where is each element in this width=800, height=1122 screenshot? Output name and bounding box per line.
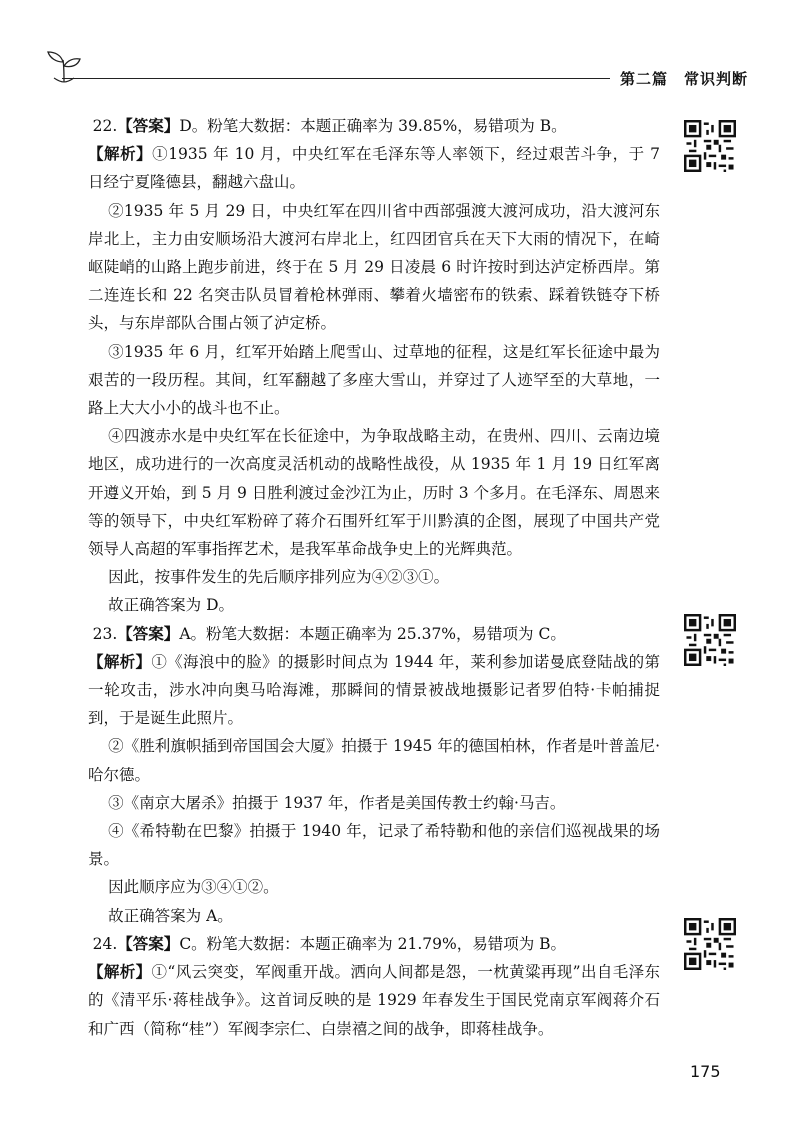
explanation-paragraph: 故正确答案为 D。 xyxy=(108,596,234,615)
paragraph-text: ①《海浪中的脸》的摄影时间点为 1944 年，莱利参加诺曼底登陆战的第一轮攻击，涉水冲向奥马哈海滩，那瞬间的情景被战地摄影记者罗伯特·卡帕捕捉到，于是诞生此照片。 xyxy=(88,652,660,728)
explanation-paragraph xyxy=(88,648,660,733)
explanation-paragraph: ②1935 年 5 月 29 日，中央红军在四川省中西部强渡大渡河成功，沿大渡河东岸北上，主力由安顺场沿大渡河右岸北上，红四团官兵在天下大雨的情况下，在崎岖陡峭的山路上跑步前进，终于在 5 月 29 日凌晨 6 时许按时到达泸定桥西岸。第二连连长和 22 名突击队员冒着枪林弹雨、攀着火墙密布的铁索、踩着铁链夺下桥头，与东岸部队合围占领了泸定桥。 xyxy=(88,201,660,333)
question-number: 24. xyxy=(92,934,118,953)
analysis-tag: 【解析】 xyxy=(88,652,152,671)
answer-tag: 【答案】 xyxy=(117,624,180,643)
explanation-paragraph xyxy=(88,140,660,196)
answer-text: A。粉笔大数据：本题正确率为 25.37%，易错项为 C。 xyxy=(179,624,566,643)
explanation-paragraph: ④《希特勒在巴黎》拍摄于 1940 年，记录了希特勒和他的亲信们巡视战果的场景。 xyxy=(88,822,660,869)
explanation-paragraph: 因此，按事件发生的先后顺序排列应为④②③①。 xyxy=(108,568,450,587)
analysis-tag: 【解析】 xyxy=(88,145,153,164)
qr-code-icon xyxy=(684,614,736,666)
explanation-paragraph: ③《南京大屠杀》拍摄于 1937 年，作者是美国传教士约翰·马吉。 xyxy=(108,793,566,812)
paragraph-text: ①“风云突变，军阀重开战。洒向人间都是怨，一枕黄粱再现”出自毛泽东的《清平乐·蒋桂战争》。这首词反映的是 1929 年春发生于国民党南京军阀蒋介石和广西（简称“桂”）军阀李宗仁、白崇禧之间的战争，即蒋桂战争。 xyxy=(88,963,660,1038)
qr-code-icon xyxy=(684,120,736,172)
explanation-paragraph: ③1935 年 6 月，红军开始踏上爬雪山、过草地的征程，这是红军长征途中最为艰苦的一段历程。其间，红军翻越了多座大雪山，并穿过了人迹罕至的大草地，一路上大大小小的战斗也不止。 xyxy=(88,342,660,418)
explanation-paragraph: ②《胜利旗帜插到帝国国会大厦》拍摄于 1945 年的德国柏林，作者是叶普盖尼·哈尔德。 xyxy=(88,737,660,784)
header-rule xyxy=(62,78,610,79)
answer-tag: 【答案】 xyxy=(117,117,180,135)
answer-line-23 xyxy=(88,620,660,648)
qr-code-icon xyxy=(684,918,736,970)
section-title: 第二篇 常识判断 xyxy=(620,70,749,88)
answer-text: C。粉笔大数据：本题正确率为 21.79%，易错项为 B。 xyxy=(179,934,567,953)
answer-text: D。粉笔大数据：本题正确率为 39.85%，易错项为 B。 xyxy=(179,117,567,135)
answer-tag: 【答案】 xyxy=(117,934,180,953)
explanation-paragraph: ④四渡赤水是中央红军在长征途中，为争取战略主动，在贵州、四川、云南边境地区，成功进行的一次高度灵活机动的战略性战役，从 1935 年 1 月 19 日红军离开遵义开始，到 5 月 9 日胜利渡过金沙江为止，历时 3 个多月。在毛泽东、周恩来等的领导下，中央红军粉碎了蒋介石围歼红军于川黔滇的企图，展现了中国共产党领导人高超的军事指挥艺术，是我军革命战争史上的光辉典范。 xyxy=(88,427,660,559)
analysis-tag: 【解析】 xyxy=(88,963,152,982)
explanation-paragraph xyxy=(88,958,660,1043)
page-number: 175 xyxy=(690,1062,721,1081)
explanation-paragraph: 故正确答案为 A。 xyxy=(108,906,233,925)
answer-line-22 xyxy=(88,112,660,140)
explanation-paragraph: 因此顺序应为③④①②。 xyxy=(108,878,279,897)
answer-explanations xyxy=(88,112,660,1043)
answer-line-24 xyxy=(88,930,660,958)
question-number: 22. xyxy=(92,117,118,135)
paragraph-text: ①1935 年 10 月，中央红军在毛泽东等人率领下，经过艰苦斗争，于 7 日经宁夏隆德县，翻越六盘山。 xyxy=(88,145,660,192)
question-number: 23. xyxy=(92,624,118,643)
